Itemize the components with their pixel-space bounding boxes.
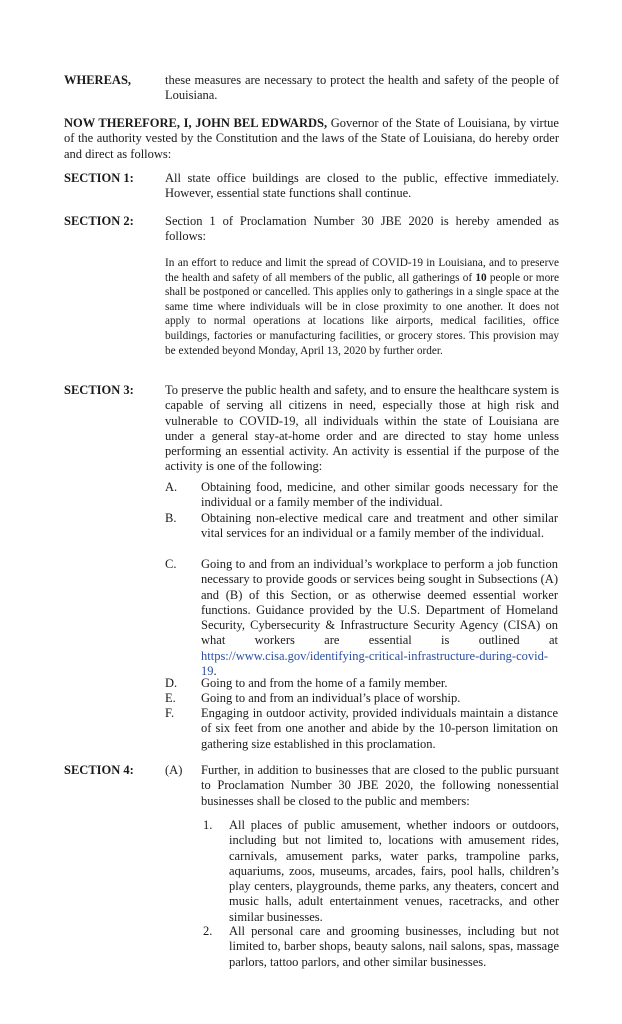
now-therefore-lead: NOW THEREFORE, I, JOHN BEL EDWARDS, — [64, 116, 328, 130]
section-3-item-text: Going to and from an individual’s place of worship. — [201, 691, 461, 705]
section-4-label: SECTION 4: — [64, 763, 134, 777]
section-2-quote-bold: 10 — [475, 271, 487, 284]
section-3-item-letter: D. — [165, 676, 178, 690]
section-2-text: Section 1 of Proclamation Number 30 JBE 2020 is hereby amended as follows: — [165, 214, 559, 244]
section-3-item-c-suffix: . — [213, 664, 217, 679]
whereas-label: WHEREAS, — [64, 73, 132, 87]
section-1-label: SECTION 1: — [64, 171, 134, 185]
whereas-text: these measures are necessary to protect the health and safety of the people of Louisiana. — [165, 73, 559, 103]
section-3-item-text: Engaging in outdoor activity, provided individuals maintain a distance of six feet from one another and abide by the 10-person limitation on gathering size established in this proclamation. — [201, 706, 558, 751]
section-3-item-letter: F. — [165, 706, 175, 720]
section-4-item-number: 1. — [203, 818, 213, 832]
section-3-text: To preserve the public health and safety, and to ensure the healthcare system is capable of serving all citizens in need, especially those at high risk and vulnerable to COVID-19, all individuals within the state of Louisiana are under a general stay-at-home order and are directed to stay home unless performing an essential activity. An activity is essential if the purpose of the activity is one of the following: — [165, 383, 559, 474]
section-2-quote — [165, 256, 559, 358]
section-2-quote-part1: In an effort to reduce and limit the spread of COVID-19 in Louisiana, and to preserve the health and safety of all members of the public, all gatherings of — [165, 257, 559, 284]
section-3-item-text: Obtaining food, medicine, and other similar goods necessary for the individual or a family member of the individual. — [201, 480, 558, 510]
section-3-item-letter: B. — [165, 511, 177, 525]
section-2-label: SECTION 2: — [64, 214, 134, 228]
section-3-label: SECTION 3: — [64, 383, 134, 397]
section-3-item-text: Going to and from the home of a family member. — [201, 676, 448, 690]
now-therefore-paragraph — [64, 116, 559, 162]
section-4-sub: (A) — [165, 763, 183, 777]
now-therefore-text: Governor of the State of Louisiana, by virtue of the authority vested by the Constitution and the laws of the State of Louisiana, do hereby order and direct as follows: — [64, 116, 559, 161]
section-3-item-text: Obtaining non-elective medical care and treatment and other similar vital services for an individual or a family member of the individual. — [201, 511, 558, 541]
section-3-item-letter: E. — [165, 691, 176, 705]
section-4-item-text: All personal care and grooming businesses, including but not limited to, barber shops, beauty salons, nail salons, spas, massage parlors, tattoo parlors, and other similar businesses. — [229, 924, 559, 969]
section-4-item-number: 2. — [203, 924, 213, 938]
section-2-quote-part2: people or more shall be postponed or cancelled. This applies only to gatherings in a single space at the same time where individuals will be in close proximity to one another. It does not apply to normal operations at locations like airports, medical facilities, office buildings, factories or manufacturing facilities, or grocery stores. This provision may be extended beyond Monday, April 13, 2020 by further order. — [165, 271, 559, 357]
section-3-item-letter: C. — [165, 557, 177, 571]
section-3-item-c-text: Going to and from an individual’s workplace to perform a job function necessary to provide goods or services being sought in Subsections (A) and (B) of this Section, or as otherwise deemed essential worker functions. Guidance provided by the U.S. Department of Homeland Security, Cybersecurity & Infrastructure Security Agency (CISA) on what workers are essential is outlined at — [201, 557, 558, 648]
cisa-link[interactable]: https://www.cisa.gov/identifying-critical-infrastructure-during-covid-19 — [201, 648, 549, 679]
section-4-text: Further, in addition to businesses that are closed to the public pursuant to Proclamation Number 30 JBE 2020, the following nonessential businesses shall be closed to the public and members: — [201, 763, 559, 808]
section-3-item-text — [201, 557, 558, 679]
section-1-text: All state office buildings are closed to the public, effective immediately. However, essential state functions shall continue. — [165, 171, 559, 201]
section-3-item-letter: A. — [165, 480, 178, 494]
section-4-item-text: All places of public amusement, whether indoors or outdoors, including but not limited to, locations with amusement rides, carnivals, amusement parks, water parks, trampoline parks, aquariums, zoos, museums, arcades, fairs, pool halls, children’s play centers, playgrounds, theme parks, any theaters, concert and music halls, adult entertainment venues, racetracks, and other similar businesses. — [229, 818, 559, 924]
